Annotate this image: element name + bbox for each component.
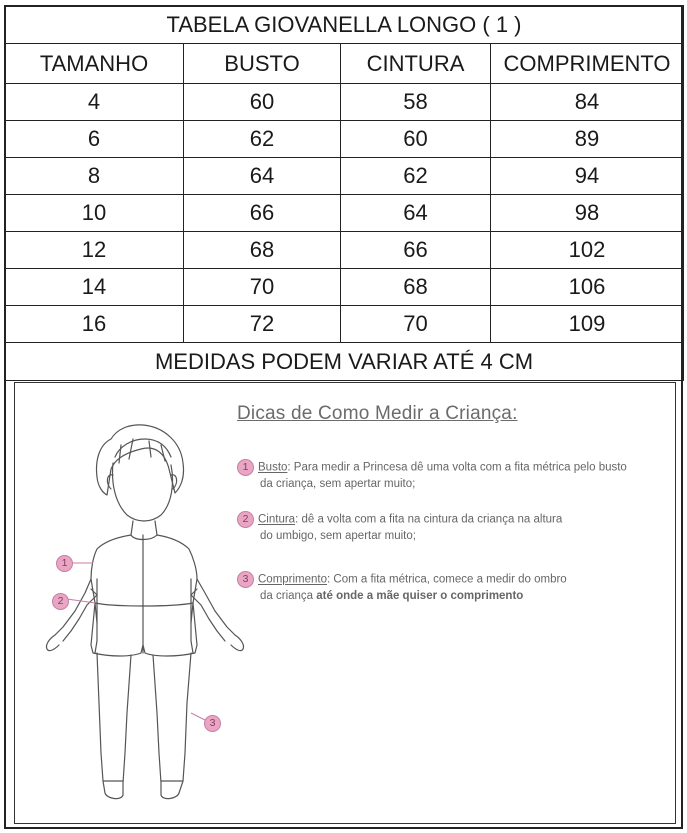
tip-length	[237, 571, 567, 604]
header-comprimento: COMPRIMENTO	[491, 44, 684, 84]
table-row	[5, 158, 684, 195]
cell-bust: 68	[184, 232, 341, 269]
tip-bust	[237, 459, 627, 492]
cell-size: 4	[5, 84, 184, 121]
cell-bust: 60	[184, 84, 341, 121]
header-cintura: CINTURA	[341, 44, 491, 84]
tip-number: 1	[237, 459, 254, 476]
cell-size: 14	[5, 269, 184, 306]
table-row	[5, 269, 684, 306]
cell-waist: 58	[341, 84, 491, 121]
guide-title: Dicas de Como Medir a Criança:	[237, 403, 518, 424]
bust-marker: 1	[56, 555, 73, 572]
table-title: TABELA GIOVANELLA LONGO ( 1 )	[5, 6, 684, 44]
cell-waist: 70	[341, 306, 491, 343]
tip-term: Busto	[258, 461, 288, 474]
tip-text-continued: da criança, sem apertar muito;	[260, 478, 416, 490]
tip-text: : Com a fita métrica, comece a medir do ombro	[327, 573, 567, 586]
cell-length: 89	[491, 121, 684, 158]
table-title-row	[5, 6, 684, 44]
cell-length: 84	[491, 84, 684, 121]
tip-text-continued	[237, 588, 567, 604]
size-table	[4, 5, 684, 381]
measurement-guide	[14, 382, 676, 824]
cell-waist: 64	[341, 195, 491, 232]
length-marker: 3	[204, 715, 221, 732]
table-row	[5, 306, 684, 343]
cell-bust: 64	[184, 158, 341, 195]
cell-length: 98	[491, 195, 684, 232]
child-outline-figure-icon	[15, 383, 255, 823]
cell-bust: 70	[184, 269, 341, 306]
tip-text: : dê a volta com a fita na cintura da criança na altura	[295, 513, 563, 526]
tip-term: Cintura	[258, 513, 296, 526]
table-row	[5, 195, 684, 232]
tip-term: Comprimento	[258, 573, 328, 586]
cell-size: 8	[5, 158, 184, 195]
cell-bust: 66	[184, 195, 341, 232]
cell-size: 10	[5, 195, 184, 232]
cell-waist: 60	[341, 121, 491, 158]
tip-text-continued: do umbigo, sem apertar muito;	[260, 530, 416, 542]
cell-length: 106	[491, 269, 684, 306]
tip-waist	[237, 511, 562, 544]
tip-number: 3	[237, 571, 254, 588]
table-header-row	[5, 44, 684, 84]
table-row	[5, 84, 684, 121]
cell-size: 12	[5, 232, 184, 269]
tip-text-bold: até onde a mãe quiser o comprimento	[316, 590, 524, 602]
table-row	[5, 121, 684, 158]
header-busto: BUSTO	[184, 44, 341, 84]
table-note-row	[5, 343, 684, 381]
tip-text: : Para medir a Princesa dê uma volta com a fita métrica pelo busto	[287, 461, 627, 474]
header-tamanho: TAMANHO	[5, 44, 184, 84]
cell-waist: 68	[341, 269, 491, 306]
cell-waist: 66	[341, 232, 491, 269]
variation-note: MEDIDAS PODEM VARIAR ATÉ 4 CM	[5, 343, 684, 381]
cell-size: 6	[5, 121, 184, 158]
cell-bust: 62	[184, 121, 341, 158]
cell-bust: 72	[184, 306, 341, 343]
cell-size: 16	[5, 306, 184, 343]
tip-number: 2	[237, 511, 254, 528]
cell-length: 109	[491, 306, 684, 343]
cell-length: 102	[491, 232, 684, 269]
cell-length: 94	[491, 158, 684, 195]
tip-text-plain: da criança	[260, 590, 317, 602]
table-row	[5, 232, 684, 269]
cell-waist: 62	[341, 158, 491, 195]
waist-marker: 2	[52, 593, 69, 610]
